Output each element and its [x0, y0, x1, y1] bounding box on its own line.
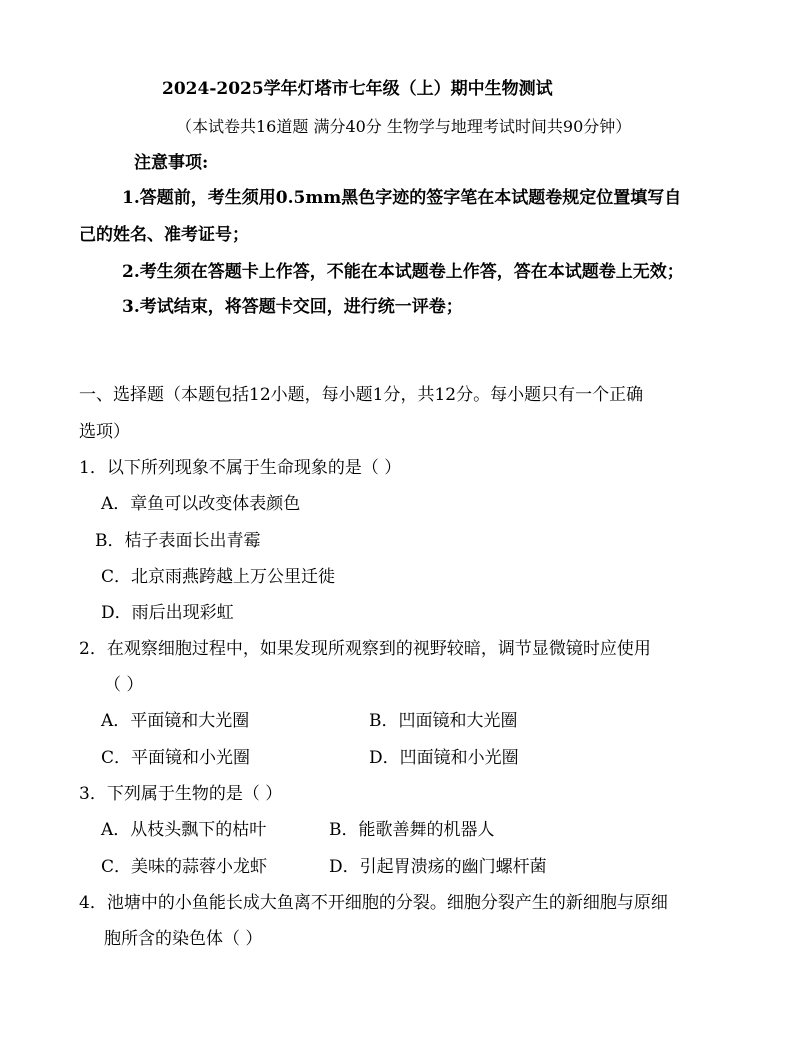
question-1-option-a: A．章鱼可以改变体表颜色: [101, 494, 301, 514]
notice-heading: 注意事项:: [134, 153, 209, 173]
question-2-stem-line-2: （ ）: [104, 675, 144, 695]
question-1-stem: 1．以下所列现象不属于生命现象的是（ ）: [79, 458, 402, 478]
notice-item-1-line-2: 己的姓名、准考证号；: [79, 225, 249, 245]
question-3-option-d: D．引起胃溃疡的幽门螺杆菌: [329, 857, 547, 877]
section-heading-line-2: 选项）: [79, 422, 130, 442]
question-3-stem: 3．下列属于生物的是（ ）: [79, 784, 283, 804]
question-2-option-b: B．凹面镜和大光圈: [369, 711, 518, 731]
question-2-option-d: D．凹面镜和小光圈: [369, 748, 519, 768]
question-1-option-d: D．雨后出现彩虹: [101, 603, 234, 623]
exam-title: 2024-2025学年灯塔市七年级（上）期中生物测试: [162, 79, 553, 99]
question-1-option-c: C．北京雨燕跨越上万公里迁徙: [101, 567, 336, 587]
question-3-option-b: B．能歌善舞的机器人: [329, 820, 495, 840]
notice-item-3: 3.考试结束，将答题卡交回，进行统一评卷；: [122, 297, 463, 317]
notice-item-2: 2.考生须在答题卡上作答，不能在本试题卷上作答，答在本试题卷上无效；: [122, 262, 684, 282]
question-4-stem-line-1: 4．池塘中的小鱼能长成大鱼离不开细胞的分裂。细胞分裂产生的新细胞与原细: [79, 893, 668, 913]
question-2-option-c: C．平面镜和小光圈: [101, 748, 251, 768]
question-3-option-a: A．从枝头飘下的枯叶: [101, 820, 267, 840]
question-1-option-b: B．桔子表面长出青霉: [95, 531, 261, 551]
question-2-option-a: A．平面镜和大光圈: [101, 711, 250, 731]
question-4-stem-line-2: 胞所含的染色体（ ）: [104, 929, 263, 949]
question-3-option-c: C．美味的蒜蓉小龙虾: [101, 857, 268, 877]
notice-item-1-line-1: 1.答题前，考生须用0.5mm黑色字迹的签字笔在本试题卷规定位置填写自: [122, 188, 682, 208]
question-2-stem-line-1: 2．在观察细胞过程中，如果发现所观察到的视野较暗，调节显微镜时应使用: [79, 639, 651, 659]
section-heading-line-1: 一、选择题（本题包括12小题，每小题1分，共12分。每小题只有一个正确: [79, 385, 644, 405]
exam-subtitle: （本试卷共16道题 满分40分 生物学与地理考试时间共90分钟）: [176, 117, 632, 136]
